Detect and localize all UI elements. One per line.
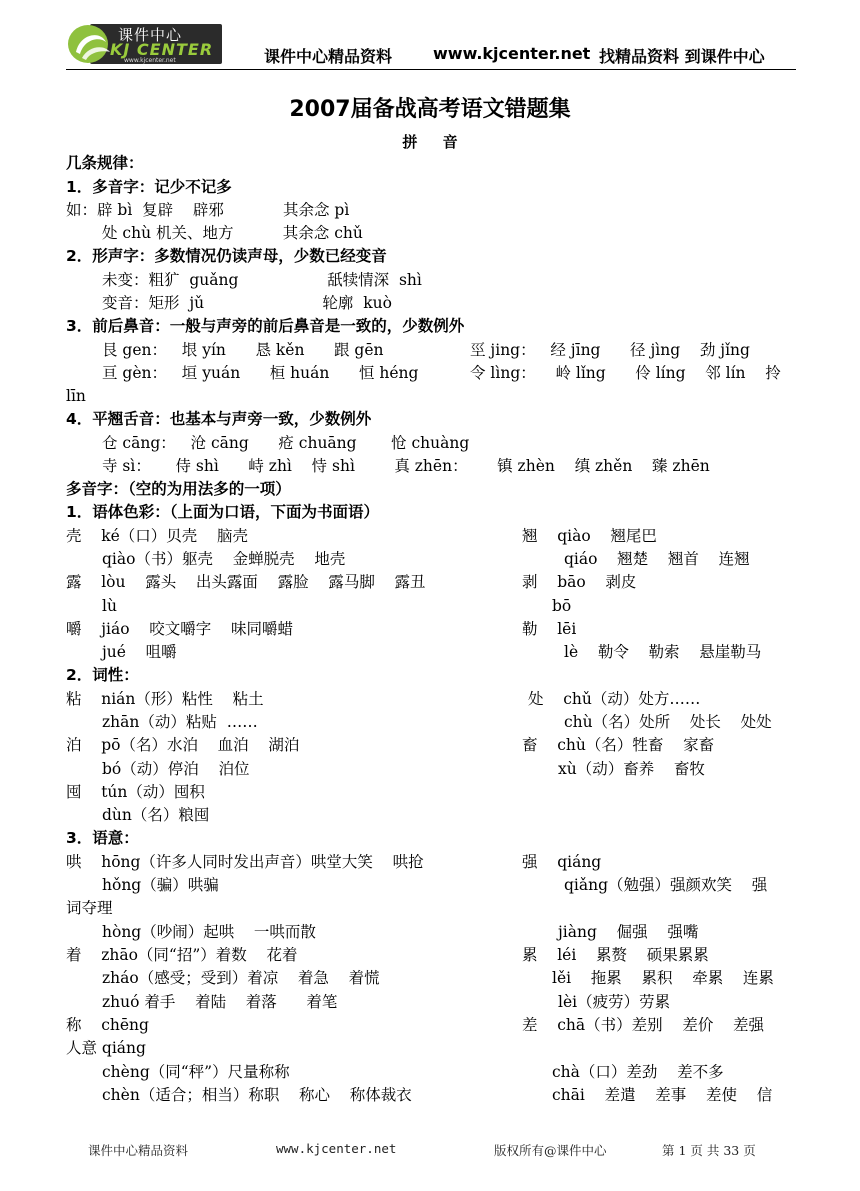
footer-page-number: 第 1 页 共 33 页	[662, 1143, 756, 1158]
text-line: 翘 qiào 翘尾巴	[522, 527, 657, 545]
section-heading: 1．语体色彩：（上面为口语，下面为书面语）	[66, 503, 380, 521]
text-line: lèi（疲劳）劳累	[558, 993, 671, 1011]
text-line: jué 咀嚼	[102, 643, 177, 661]
header-site-link[interactable]: www.kjcenter.net	[433, 44, 591, 63]
text-line: 未变：粗犷 guǎng 舐犊情深 shì	[102, 271, 422, 289]
text-line: 亘 gèn： 垣 yuán 桓 huán 恒 héng	[102, 364, 419, 382]
text-line: 嚼 jiáo 咬文嚼字 味同嚼蜡	[66, 620, 293, 638]
text-line: chù（名）处所 处长 处处	[564, 713, 772, 731]
text-line: qiáo 翘楚 翘首 连翘	[564, 550, 750, 568]
text-line: chà（口）差劲 差不多	[552, 1063, 724, 1081]
text-line: zháo（感受；受到）着凉 着急 着慌	[102, 969, 380, 987]
text-line: lù	[102, 597, 117, 615]
logo-url-text: www.kjcenter.net	[124, 57, 176, 64]
section-heading: 3．语意：	[66, 829, 139, 847]
text-line: 露 lòu 露头 出头露面 露脸 露马脚 露丑	[66, 573, 426, 591]
logo-english-text: KJ CENTER	[110, 40, 214, 59]
text-line: 壳 ké（口）贝壳 脑壳	[66, 527, 248, 545]
text-line: 仓 cāng： 沧 cāng 疮 chuāng 怆 chuàng	[102, 434, 470, 452]
section-heading: 3．前后鼻音：一般与声旁的前后鼻音是一致的，少数例外	[66, 317, 465, 335]
text-line: lè 勒令 勒索 悬崖勒马	[564, 643, 762, 661]
text-line: 剥 bāo 剥皮	[522, 573, 637, 591]
text-line: 着 zhāo（同“招”）着数 花着	[66, 946, 298, 964]
text-line: qiào（书）躯壳 金蝉脱壳 地壳	[102, 550, 346, 568]
text-line: 艮 gen： 垠 yín 恳 kěn 跟 gēn	[102, 341, 384, 359]
text-line: hǒng（骗）哄骗	[102, 876, 219, 894]
section-heading: 1．多音字：记少不记多	[66, 178, 232, 196]
text-line: zhān（动）粘贴 ……	[102, 713, 258, 731]
text-line: bō	[552, 597, 572, 615]
text-line: 差 chā（书）差别 差价 差强	[522, 1016, 765, 1034]
text-line: hòng（吵闹）起哄 一哄而散	[102, 923, 316, 941]
text-line: 令 lìng： 岭 lǐng 伶 líng 邻 lín 拎	[470, 364, 781, 382]
text-line: 累 léi 累赘 硕果累累	[522, 946, 709, 964]
text-line: dùn（名）粮囤	[102, 806, 210, 824]
text-line: 寺 sì： 侍 shì 峙 zhì 恃 shì 真 zhēn： 镇 zhèn 缜 zhěn 臻 zhēn	[102, 457, 710, 475]
text-line: līn	[66, 387, 86, 405]
text-line: chāi 差遣 差事 差使 信	[552, 1086, 773, 1104]
text-line: qiǎng（勉强）强颜欢笑 强	[564, 876, 768, 894]
text-line: 处 chù 机关、地方 其余念 chǔ	[102, 224, 363, 242]
text-line: bó（动）停泊 泊位	[102, 760, 250, 778]
text-line: chèn（适合；相当）称职 称心 称体裁衣	[102, 1086, 412, 1104]
section-heading: 多音字：（空的为用法多的一项）	[66, 480, 291, 498]
section-heading: 4．平翘舌音：也基本与声旁一致，少数例外	[66, 410, 372, 428]
page-title: 2007届备战高考语文错题集	[289, 97, 571, 122]
text-line: jiàng 倔强 强嘴	[558, 923, 699, 941]
text-line: chèng（同“秤”）尺量称称	[102, 1063, 290, 1081]
text-line: 泊 pō（名）水泊 血泊 湖泊	[66, 736, 300, 754]
text-line: 变音：矩形 jǔ 轮廓 kuò	[102, 294, 392, 312]
footer-site[interactable]: www.kjcenter.net	[276, 1141, 397, 1156]
text-line: 词夺理	[66, 899, 113, 917]
text-line: 畜 chù（名）牲畜 家畜	[522, 736, 715, 754]
section-heading: 几条规律：	[66, 154, 144, 172]
footer-label: 课件中心精品资料	[88, 1143, 189, 1158]
text-line: zhuó 着手 着陆 着落 着笔	[102, 993, 338, 1011]
section-subtitle: 拼 音	[402, 133, 458, 151]
kjcenter-logo	[66, 22, 221, 66]
text-line: 如：辟 bì 复辟 辟邪 其余念 pì	[66, 201, 350, 219]
text-line: 巠 jing： 经 jīng 径 jìng 劲 jǐng	[470, 341, 750, 359]
text-line: 人意 qiáng	[66, 1039, 146, 1057]
text-line: 处 chǔ（动）处方……	[528, 690, 701, 708]
header-tagline: 课件中心精品资料	[264, 47, 393, 66]
text-line: 粘 nián（形）粘性 粘土	[66, 690, 264, 708]
text-line: 勒 lēi	[522, 620, 577, 638]
text-line: 囤 tún（动）囤积	[66, 783, 205, 801]
text-line: lěi 拖累 累积 牵累 连累	[552, 969, 774, 987]
text-line: 称 chēng	[66, 1016, 149, 1034]
section-heading: 2．形声字：多数情况仍读声母，少数已经变音	[66, 247, 387, 265]
logo-chinese-text: 课件中心	[118, 26, 183, 44]
footer-copyright: 版权所有@课件中心	[494, 1143, 607, 1158]
section-heading: 2．词性：	[66, 666, 139, 684]
text-line: 强 qiáng	[522, 853, 602, 871]
header-slogan: 找精品资料 到课件中心	[599, 47, 765, 66]
header-divider	[66, 69, 796, 70]
text-line: 哄 hōng（许多人同时发出声音）哄堂大笑 哄抢	[66, 853, 424, 871]
text-line: xù（动）畜养 畜牧	[558, 760, 705, 778]
